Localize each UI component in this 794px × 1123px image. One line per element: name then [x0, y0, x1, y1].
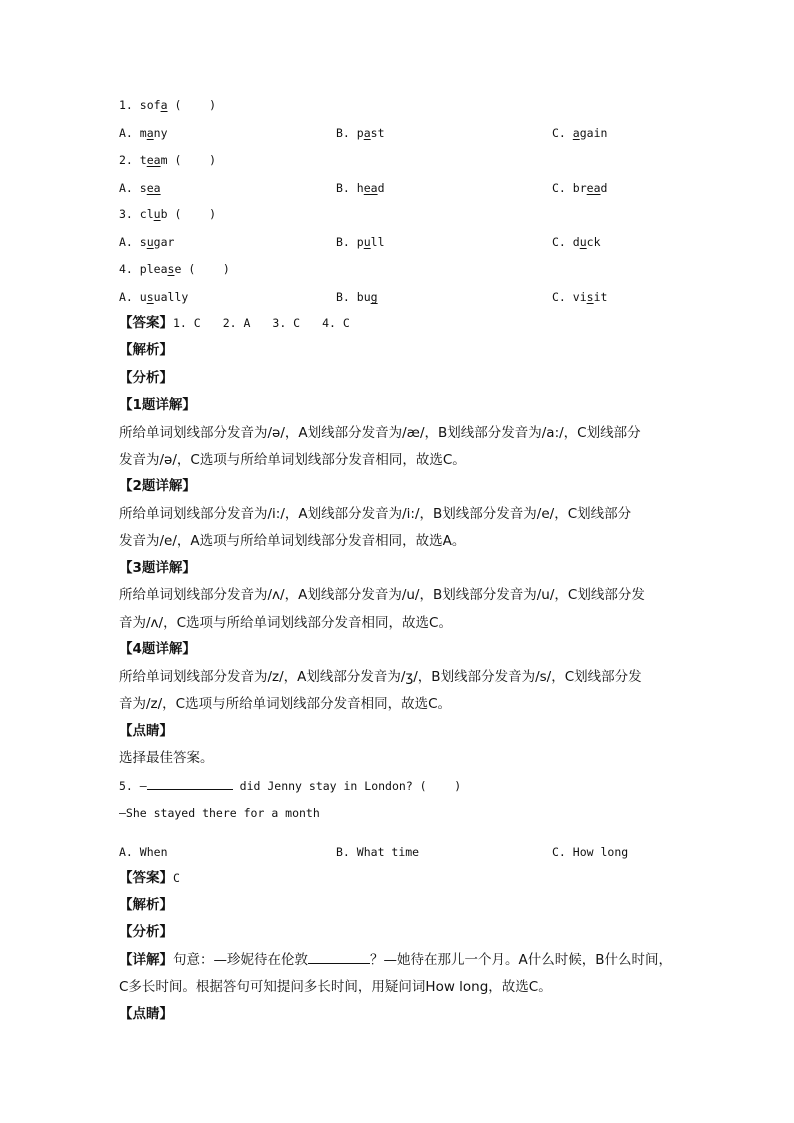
question-number: 2. — [119, 153, 133, 167]
dianjing-text: 选择最佳答案。 — [119, 750, 214, 766]
detail-4-text: 所给单词划线部分发音为/z/，A划线部分发音为/ʒ/，B划线部分发音为/s/，C划线部分发 — [119, 669, 642, 685]
answer-paren: ( ) — [188, 262, 230, 276]
option-a: A. many — [119, 126, 168, 140]
underlined-letters: a — [160, 98, 168, 112]
answer-item: 4. C — [322, 316, 350, 330]
q5-fenxi-heading: 【分析】 — [119, 924, 173, 940]
answer-item: C — [173, 871, 180, 885]
answer-label: 【答案】 — [119, 315, 173, 331]
underlined-letters: u — [153, 207, 161, 221]
question-number: 1. — [119, 98, 133, 112]
q5-jiexi-heading: 【解析】 — [119, 897, 173, 913]
question-3: 3. club ( ) — [119, 207, 217, 221]
question-number: 4. — [119, 262, 133, 276]
option-a: A. usually — [119, 290, 189, 304]
q5-detail-text: 【详解】句意：—珍妮待在伦敦 ？—她待在那儿一个月。A什么时候，B什么时间， — [119, 952, 672, 968]
jiexi-heading: 【解析】 — [119, 342, 173, 358]
option-c: C. again — [552, 126, 608, 140]
option-b: B. head — [336, 181, 385, 195]
option-c: C. How long — [552, 845, 629, 859]
question-5-reply: —She stayed there for a month — [119, 806, 320, 820]
answer-paren: ( ) — [174, 207, 217, 221]
option-c: C. duck — [552, 235, 601, 249]
question-1 — [119, 97, 216, 113]
answer-label: 【答案】 — [119, 870, 173, 886]
q5-answer-line — [119, 870, 180, 886]
detail-3-heading: 【3题详解】 — [119, 560, 196, 576]
fenxi-heading: 【分析】 — [119, 370, 173, 386]
detail-1-heading: 【1题详解】 — [119, 397, 196, 413]
option-b: B. What time — [336, 845, 420, 859]
detail-2-text: 所给单词划线部分发音为/i:/，A划线部分发音为/i:/，B划线部分发音为/e/，C划线部分 — [119, 506, 632, 522]
option-b: B. bug — [336, 290, 378, 304]
underlined-letters: s — [167, 262, 175, 276]
option-b: B. pull — [336, 235, 385, 249]
q5-detail-text: C多长时间。根据答句可知提问多长时间，用疑问词How long，故选C。 — [119, 979, 552, 995]
answer-item: 1. C — [173, 316, 201, 330]
q5-dianjing-heading: 【点睛】 — [119, 1006, 173, 1022]
answer-line — [119, 315, 350, 331]
question-5: 5. — did Jenny stay in London? ( ) — [119, 779, 462, 793]
word-part: sof — [139, 98, 161, 112]
fill-blank — [147, 778, 233, 790]
option-a: A. sugar — [119, 235, 175, 249]
detail-2-heading: 【2题详解】 — [119, 478, 196, 494]
question-number: 3. — [119, 207, 133, 221]
detail-label: 【详解】 — [119, 952, 173, 968]
answer-paren: ( ) — [174, 98, 216, 112]
question-4: 4. please ( ) — [119, 262, 230, 276]
underlined-letters: ea — [146, 153, 161, 167]
option-b: B. past — [336, 126, 385, 140]
detail-4-text: 音为/z/，C选项与所给单词划线部分发音相同，故选C。 — [119, 696, 452, 712]
detail-1-text: 所给单词划线部分发音为/ə/，A划线部分发音为/æ/，B划线部分发音为/a:/，C划线部分 — [119, 425, 641, 441]
dianjing-heading: 【点睛】 — [119, 723, 173, 739]
question-2: 2. team ( ) — [119, 153, 217, 167]
answer-item: 3. C — [272, 316, 301, 330]
detail-4-heading: 【4题详解】 — [119, 641, 196, 657]
detail-2-text: 发音为/e/，A选项与所给单词划线部分发音相同，故选A。 — [119, 533, 466, 549]
answer-paren: ( ) — [174, 153, 217, 167]
option-a: A. sea — [119, 181, 161, 195]
question-stem: did Jenny stay in London? ( ) — [232, 779, 462, 793]
detail-3-text: 音为/ʌ/，C选项与所给单词划线部分发音相同，故选C。 — [119, 615, 452, 631]
option-a: A. When — [119, 845, 168, 859]
answer-item: 2. A — [222, 316, 251, 330]
option-c: C. visit — [552, 290, 608, 304]
fill-blank — [308, 952, 370, 964]
detail-3-text: 所给单词划线部分发音为/ʌ/，A划线部分发音为/u/，B划线部分发音为/u/，C划线部分发 — [119, 587, 645, 603]
detail-1-text: 发音为/ə/，C选项与所给单词划线部分发音相同，故选C。 — [119, 452, 466, 468]
question-number: 5. — [119, 779, 133, 793]
option-c: C. bread — [552, 181, 608, 195]
